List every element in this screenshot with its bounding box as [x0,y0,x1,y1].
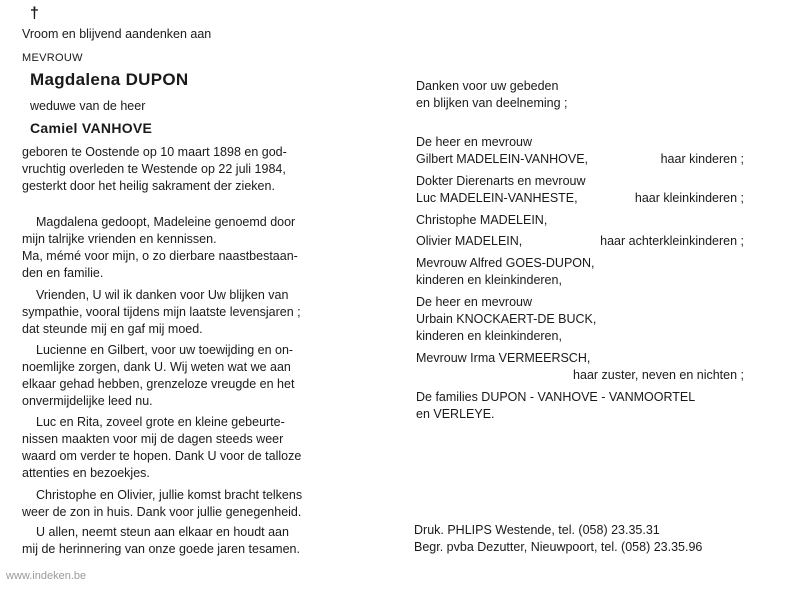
printer-block [414,522,754,556]
paragraph-6 [22,524,354,558]
family-row [416,367,744,384]
text-line: U allen, neemt steun aan elkaar en houdt aan [36,525,289,539]
family-name: Mevrouw Alfred GOES-DUPON, [416,256,595,270]
family-name: Luc MADELEIN-VANHESTE, [416,191,578,205]
family-row [416,328,744,345]
text-line: den en familie. [22,266,104,280]
text-line: noemlijke zorgen, dank U. Wij weten wat we aan [22,360,291,374]
widow-of-line: weduwe van de heer [30,99,146,113]
family-row [416,212,744,229]
family-row [416,255,744,272]
spouse-name: Camiel VANHOVE [30,120,153,136]
family-name: Gilbert MADELEIN-VANHOVE, [416,152,589,166]
family-name: De families DUPON - VANHOVE - VANMOORTEL [416,390,696,404]
family-row [416,151,744,168]
paragraph-5 [22,487,354,521]
family-list [416,134,744,423]
family-name: kinderen en kleinkinderen, [416,329,562,343]
cross-symbol: † [30,5,39,22]
family-relation: haar kinderen ; [660,152,744,166]
bio-block [22,144,354,195]
text-line: Ma, mémé voor mijn, o zo dierbare naastbestaan- [22,249,298,263]
bio-line: gesterkt door het heilig sakrament der zieken. [22,179,275,193]
text-line: weer de zon in huis. Dank voor jullie genegenheid. [22,505,302,519]
bio-line: geboren te Oostende op 10 maart 1898 en god- [22,145,287,159]
text-line: waard om verder te hopen. Dank U voor de talloze [22,449,302,463]
family-row [416,389,744,406]
family-name: De heer en mevrouw [416,135,533,149]
text-line: nissen maakten voor mij de dagen steeds weer [22,432,284,446]
family-row [416,190,744,207]
text-line: elkaar gehad hebben, grenzeloze vreugde en het [22,377,295,391]
family-relation: haar zuster, neven en nichten ; [573,368,744,382]
family-row [416,406,744,423]
text-line: mijn talrijke vrienden en kennissen. [22,232,217,246]
family-name: Christophe MADELEIN, [416,213,548,227]
text-line: Christophe en Olivier, jullie komst bracht telkens [36,488,303,502]
family-name: Mevrouw Irma VERMEERSCH, [416,351,591,365]
family-row [416,350,744,367]
family-name: De heer en mevrouw [416,295,533,309]
printer-line: Druk. PHLIPS Westende, tel. (058) 23.35.31 [414,523,660,537]
text-line: sympathie, vooral tijdens mijn laatste levensjaren ; [22,305,301,319]
thanks-block [416,78,746,112]
thanks-line: Danken voor uw gebeden [416,79,559,93]
intro-line: Vroom en blijvend aandenken aan [22,27,212,41]
family-name: Urbain KNOCKAERT-DE BUCK, [416,312,597,326]
title-mevrouw: MEVROUW [22,52,83,64]
family-relation: haar achterkleinkinderen ; [600,234,744,248]
text-line: Vrienden, U wil ik danken voor Uw blijken van [36,288,289,302]
watermark: www.indeken.be [6,570,87,582]
family-row [416,233,744,250]
family-row [416,173,744,190]
family-row [416,134,744,151]
paragraph-3 [22,342,354,410]
text-line: attenties en bezoekjes. [22,466,150,480]
paragraph-1 [22,214,354,282]
family-name: en VERLEYE. [416,407,495,421]
thanks-line: en blijken van deelneming ; [416,96,568,110]
text-line: Magdalena gedoopt, Madeleine genoemd door [36,215,296,229]
family-row [416,294,744,311]
printer-line: Begr. pvba Dezutter, Nieuwpoort, tel. (058) 23.35.96 [414,540,703,554]
text-line: Luc en Rita, zoveel grote en kleine gebeurte- [36,415,285,429]
bio-line: vruchtig overleden te Westende op 22 juli 1984, [22,162,286,176]
deceased-name: Magdalena DUPON [30,70,189,89]
text-line: mij de herinnering van onze goede jaren tesamen. [22,542,300,556]
family-name: Dokter Dierenarts en mevrouw [416,174,586,188]
paragraph-4 [22,414,354,482]
family-row [416,311,744,328]
paragraph-2 [22,287,354,338]
text-line: onvermijdelijke leed nu. [22,394,153,408]
family-name: kinderen en kleinkinderen, [416,273,562,287]
family-name: Olivier MADELEIN, [416,234,523,248]
family-relation: haar kleinkinderen ; [634,191,744,205]
text-line: dat steunde mij en gaf mij moed. [22,322,203,336]
text-line: Lucienne en Gilbert, voor uw toewijding en on- [36,343,294,357]
family-row [416,272,744,289]
